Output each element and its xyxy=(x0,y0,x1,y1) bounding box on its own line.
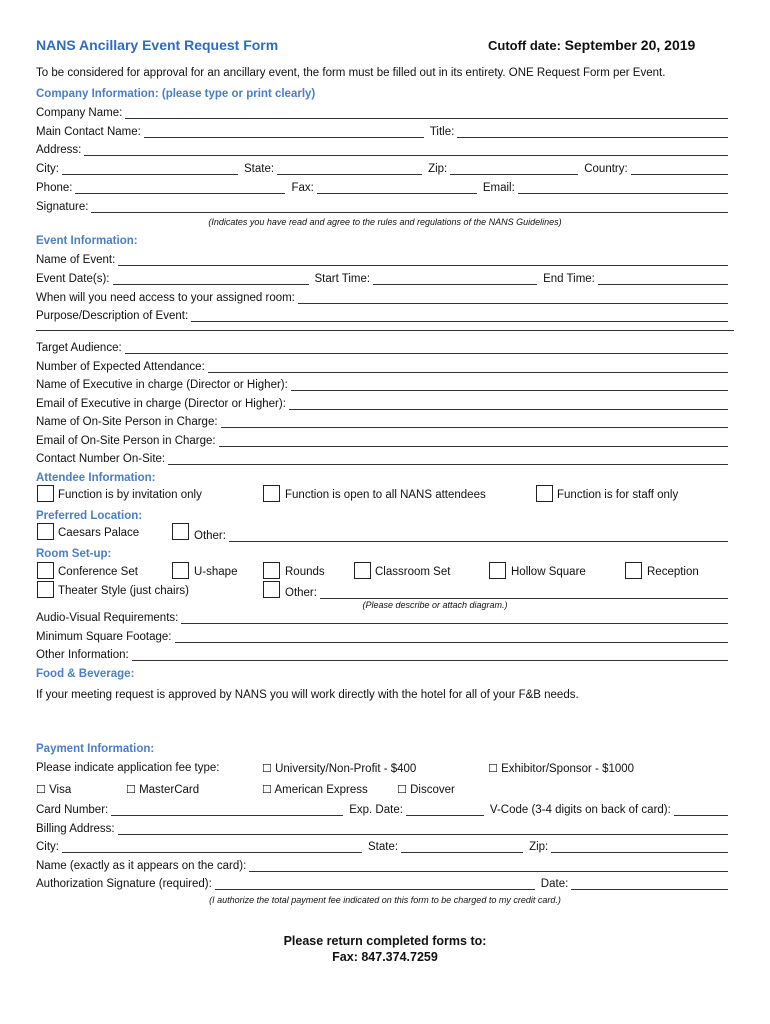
billing-city-row xyxy=(36,838,734,853)
sqft-label: Minimum Square Footage: xyxy=(36,631,172,643)
attendance-field[interactable] xyxy=(208,361,728,373)
card-number-label: Card Number: xyxy=(36,804,109,816)
caesars-palace-checkbox[interactable] xyxy=(37,523,54,540)
email-label: Email: xyxy=(482,182,515,194)
conference-set-checkbox[interactable] xyxy=(37,562,54,579)
onsite-name-row xyxy=(36,413,734,428)
billing-field[interactable] xyxy=(118,823,728,835)
phone-field[interactable] xyxy=(75,182,285,194)
location-other-field[interactable] xyxy=(229,530,728,542)
conference-set-label: Conference Set xyxy=(58,566,138,578)
event-name-row xyxy=(36,251,734,266)
company-heading: Company Information: (please type or print clearly) xyxy=(36,88,316,100)
address-row xyxy=(36,141,734,156)
purpose-field[interactable] xyxy=(191,310,728,322)
cutoff-date xyxy=(488,37,695,53)
fee-exhibitor-label: Exhibitor/Sponsor - $1000 xyxy=(501,763,635,775)
mastercard-checkbox[interactable]: ☐ xyxy=(126,783,136,796)
card-number-row xyxy=(36,801,734,816)
onsite-name-label: Name of On-Site Person in Charge: xyxy=(36,416,218,428)
exec-name-row xyxy=(36,376,734,391)
signature-row xyxy=(36,198,734,213)
signature-field[interactable] xyxy=(91,201,728,213)
attendance-label: Number of Expected Attendance: xyxy=(36,361,205,373)
amex-option[interactable] xyxy=(262,783,368,796)
start-time-field[interactable] xyxy=(373,273,537,285)
target-field[interactable] xyxy=(125,342,728,354)
email-field[interactable] xyxy=(518,182,728,194)
fee-exhibitor-option[interactable] xyxy=(488,762,634,775)
discover-label: Discover xyxy=(410,784,455,796)
end-time-field[interactable] xyxy=(598,273,728,285)
target-row xyxy=(36,339,734,354)
event-heading: Event Information: xyxy=(36,235,138,247)
exec-email-label: Email of Executive in charge (Director or Higher): xyxy=(36,398,286,410)
country-label: Country: xyxy=(584,163,628,175)
address-field[interactable] xyxy=(84,144,728,156)
name-card-field[interactable] xyxy=(249,860,728,872)
event-name-label: Name of Event: xyxy=(36,254,116,266)
staff-only-checkbox[interactable] xyxy=(536,485,553,502)
setup-other-field[interactable] xyxy=(320,587,728,599)
exec-name-field[interactable] xyxy=(291,379,728,391)
fee-university-checkbox[interactable]: ☐ xyxy=(262,762,272,775)
purpose-extra-line[interactable] xyxy=(36,330,734,331)
food-text: If your meeting request is approved by NANS you will work directly with the hotel for all of your F&B needs. xyxy=(36,689,579,701)
billing-city-label: City: xyxy=(36,841,59,853)
end-time-label: End Time: xyxy=(543,273,595,285)
staff-only-label: Function is for staff only xyxy=(557,489,679,501)
vcode-label: V-Code (3-4 digits on back of card): xyxy=(489,804,671,816)
reception-checkbox[interactable] xyxy=(625,562,642,579)
food-heading: Food & Beverage: xyxy=(36,668,135,680)
discover-checkbox[interactable]: ☐ xyxy=(397,783,407,796)
auth-date-field[interactable] xyxy=(571,878,728,890)
billing-city-field[interactable] xyxy=(62,841,362,853)
visa-label: Visa xyxy=(49,784,72,796)
fee-university-option[interactable] xyxy=(262,762,416,775)
billing-state-label: State: xyxy=(368,841,399,853)
fee-label: Please indicate application fee type: xyxy=(36,762,220,774)
theater-style-label: Theater Style (just chairs) xyxy=(58,585,190,597)
address-label: Address: xyxy=(36,144,82,156)
visa-checkbox[interactable]: ☐ xyxy=(36,783,46,796)
cutoff-date-value: September 20, 2019 xyxy=(564,37,696,53)
return-fax: Fax: 847.374.7259 xyxy=(332,950,438,964)
location-other-checkbox[interactable] xyxy=(172,523,189,540)
auth-sig-row xyxy=(36,875,734,890)
invitation-only-label: Function is by invitation only xyxy=(58,489,202,501)
contact-number-label: Contact Number On-Site: xyxy=(36,453,166,465)
city-field[interactable] xyxy=(62,163,238,175)
other-info-row xyxy=(36,646,734,661)
setup-other-row xyxy=(285,584,734,599)
access-field[interactable] xyxy=(298,292,728,304)
billing-label: Billing Address: xyxy=(36,823,115,835)
exp-date-label: Exp. Date: xyxy=(349,804,403,816)
exec-name-label: Name of Executive in charge (Director or Higher): xyxy=(36,379,288,391)
location-heading: Preferred Location: xyxy=(36,510,143,522)
hollow-square-checkbox[interactable] xyxy=(489,562,506,579)
onsite-name-field[interactable] xyxy=(221,416,728,428)
access-row xyxy=(36,289,734,304)
classroom-set-checkbox[interactable] xyxy=(354,562,371,579)
target-label: Target Audience: xyxy=(36,342,122,354)
event-dates-label: Event Date(s): xyxy=(36,273,110,285)
exec-email-row xyxy=(36,395,734,410)
open-to-all-label: Function is open to all NANS attendees xyxy=(285,489,486,501)
setup-other-checkbox[interactable] xyxy=(263,581,280,598)
auth-date-label: Date: xyxy=(540,878,569,890)
caesars-palace-label: Caesars Palace xyxy=(58,527,140,539)
other-info-label: Other Information: xyxy=(36,649,129,661)
rounds-label: Rounds xyxy=(285,566,325,578)
phone-label: Phone: xyxy=(36,182,73,194)
contact-number-row xyxy=(36,450,734,465)
av-field[interactable] xyxy=(181,612,728,624)
open-to-all-checkbox[interactable] xyxy=(263,485,280,502)
onsite-email-field[interactable] xyxy=(219,435,728,447)
purpose-row xyxy=(36,307,734,322)
main-contact-label: Main Contact Name: xyxy=(36,126,141,138)
main-contact-row xyxy=(36,123,734,138)
billing-zip-label: Zip: xyxy=(529,841,549,853)
exec-email-field[interactable] xyxy=(289,398,728,410)
fax-field[interactable] xyxy=(317,182,477,194)
u-shape-checkbox[interactable] xyxy=(172,562,189,579)
sqft-row xyxy=(36,628,734,643)
country-field[interactable] xyxy=(631,163,728,175)
card-number-field[interactable] xyxy=(111,804,343,816)
amex-label: American Express xyxy=(274,784,368,796)
classroom-set-label: Classroom Set xyxy=(375,566,451,578)
attendee-heading: Attendee Information: xyxy=(36,472,156,484)
signature-label: Signature: xyxy=(36,201,89,213)
setup-other-note: (Please describe or attach diagram.) xyxy=(362,600,508,610)
billing-zip-field[interactable] xyxy=(551,841,728,853)
onsite-email-label: Email of On-Site Person in Charge: xyxy=(36,435,216,447)
u-shape-label: U-shape xyxy=(194,566,238,578)
vcode-field[interactable] xyxy=(674,804,728,816)
theater-style-checkbox[interactable] xyxy=(37,581,54,598)
company-name-row xyxy=(36,104,734,119)
av-row xyxy=(36,609,734,624)
rounds-checkbox[interactable] xyxy=(263,562,280,579)
fee-university-label: University/Non-Profit - $400 xyxy=(275,763,417,775)
event-dates-field[interactable] xyxy=(113,273,309,285)
auth-sig-label: Authorization Signature (required): xyxy=(36,878,212,890)
title-label: Title: xyxy=(429,126,455,138)
setup-heading: Room Set-up: xyxy=(36,548,112,560)
location-other-label: Other: xyxy=(194,530,226,542)
invitation-only-checkbox[interactable] xyxy=(37,485,54,502)
attendance-row xyxy=(36,358,734,373)
cutoff-label: Cutoff date: xyxy=(488,38,561,53)
access-label: When will you need access to your assigned room: xyxy=(36,292,295,304)
hollow-square-label: Hollow Square xyxy=(511,566,586,578)
contact-number-field[interactable] xyxy=(168,453,728,465)
zip-label: Zip: xyxy=(428,163,448,175)
billing-row xyxy=(36,820,734,835)
reception-label: Reception xyxy=(647,566,699,578)
setup-other-label: Other: xyxy=(285,587,317,599)
mastercard-label: MasterCard xyxy=(139,784,200,796)
company-name-label: Company Name: xyxy=(36,107,123,119)
event-dates-row xyxy=(36,270,734,285)
av-label: Audio-Visual Requirements: xyxy=(36,612,179,624)
state-label: State: xyxy=(244,163,275,175)
city-label: City: xyxy=(36,163,59,175)
exp-date-field[interactable] xyxy=(406,804,484,816)
billing-state-field[interactable] xyxy=(401,841,523,853)
zip-field[interactable] xyxy=(450,163,578,175)
payment-heading: Payment Information: xyxy=(36,743,155,755)
auth-note: (I authorize the total payment fee indicated on this form to be charged to my credit card.) xyxy=(209,895,561,905)
sqft-field[interactable] xyxy=(175,631,728,643)
phone-row xyxy=(36,179,734,194)
return-instructions: Please return completed forms to: xyxy=(283,934,487,948)
state-field[interactable] xyxy=(277,163,422,175)
title-field[interactable] xyxy=(457,126,728,138)
name-card-row xyxy=(36,857,734,872)
fax-label: Fax: xyxy=(291,182,314,194)
auth-sig-field[interactable] xyxy=(215,878,535,890)
page-title: NANS Ancillary Event Request Form xyxy=(36,37,279,53)
name-card-label: Name (exactly as it appears on the card): xyxy=(36,860,247,872)
discover-option[interactable] xyxy=(397,783,455,796)
purpose-label: Purpose/Description of Event: xyxy=(36,310,189,322)
other-info-field[interactable] xyxy=(132,649,728,661)
signature-note: (Indicates you have read and agree to the rules and regulations of the NANS Guidelines) xyxy=(208,217,562,227)
mastercard-option[interactable] xyxy=(126,783,199,796)
company-name-field[interactable] xyxy=(125,107,728,119)
onsite-email-row xyxy=(36,432,734,447)
intro-text: To be considered for approval for an ancillary event, the form must be filled out in its entirety. ONE Request Form per Event. xyxy=(36,67,666,79)
start-time-label: Start Time: xyxy=(314,273,371,285)
event-name-field[interactable] xyxy=(118,254,728,266)
visa-option[interactable] xyxy=(36,783,71,796)
city-row xyxy=(36,160,734,175)
fee-exhibitor-checkbox[interactable]: ☐ xyxy=(488,762,498,775)
main-contact-field[interactable] xyxy=(144,126,424,138)
amex-checkbox[interactable]: ☐ xyxy=(262,783,272,796)
location-other-row xyxy=(194,527,734,542)
